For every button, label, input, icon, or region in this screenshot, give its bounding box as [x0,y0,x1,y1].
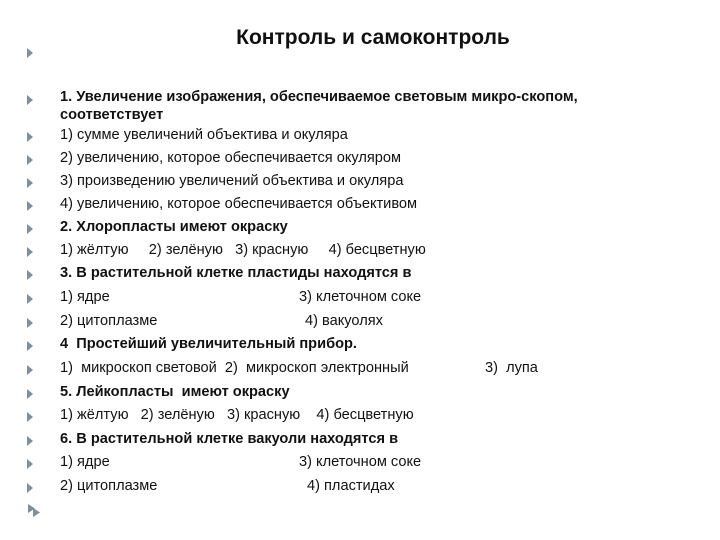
triangle-bullet-icon [27,270,33,280]
answer-6-2: 2) цитоплазме [60,478,158,494]
triangle-bullet-icon [27,389,33,399]
answer-1-3: 3) произведению увеличений объектива и окуляра [60,173,404,189]
answers-3-row-2 [60,312,460,330]
triangle-bullet-icon [27,483,33,493]
answers-3-row-1 [60,288,460,306]
triangle-bullet-icon [27,318,33,328]
question-1-text: 1. Увеличение изображения, обеспечиваемое световым микро-скопом, [60,89,578,105]
answer-1-4: 4) увеличению, которое обеспечивается объективом [60,196,418,212]
answer-3-1: 1) ядре [60,289,110,305]
question-1-text-cont: соответствует [60,107,164,123]
triangle-bullet-icon [27,365,33,375]
question-3-text: 3. В растительной клетке пластиды находятся в [60,265,412,281]
triangle-bullet-icon [27,247,33,257]
triangle-bullet-icon [27,341,33,351]
triangle-bullet-icon [27,132,33,142]
triangle-bullet-icon [27,95,33,105]
triangle-bullet-icon [27,178,33,188]
answer-6-4: 4) пластидах [307,478,395,494]
answer-4-3: 3) лупа [485,360,538,376]
question-2-text: 2. Хлоропласты имеют окраску [60,219,288,235]
answers-2: 1) жёлтую 2) зелёную 3) красную 4) бесцветную [60,242,426,258]
answers-4-1-2: 1) микроскоп световой 2) микроскоп электронный [60,360,409,376]
triangle-bullet-icon [27,459,33,469]
double-triangle-bullet-icon [27,503,43,519]
triangle-bullet-icon [27,224,33,234]
answers-6-row-2 [60,477,460,495]
answer-6-3: 3) клеточном соке [299,454,422,470]
triangle-bullet-icon [27,294,33,304]
triangle-bullet-icon [27,201,33,211]
question-5-text: 5. Лейкопласты имеют окраску [60,384,290,400]
triangle-bullet-icon [27,412,33,422]
answer-6-1: 1) ядре [60,454,110,470]
answer-3-3: 3) клеточном соке [299,289,422,305]
answer-3-2: 2) цитоплазме [60,313,158,329]
triangle-bullet-icon [27,48,33,58]
question-6-text: 6. В растительной клетке вакуоли находятся в [60,431,399,447]
answers-6-row-1 [60,453,460,471]
answers-5: 1) жёлтую 2) зелёную 3) красную 4) бесцветную [60,407,414,423]
slide-title: Контроль и самоконтроль [236,26,510,49]
triangle-bullet-icon [27,436,33,446]
answers-4-row [60,359,620,377]
answer-1-2: 2) увеличению, которое обеспечивается окуляром [60,150,402,166]
answer-3-4: 4) вакуолях [305,313,383,329]
question-4-text: 4 Простейший увеличительный прибор. [60,336,357,352]
triangle-bullet-icon [27,155,33,165]
answer-1-1: 1) сумме увеличений объектива и окуляра [60,127,348,143]
